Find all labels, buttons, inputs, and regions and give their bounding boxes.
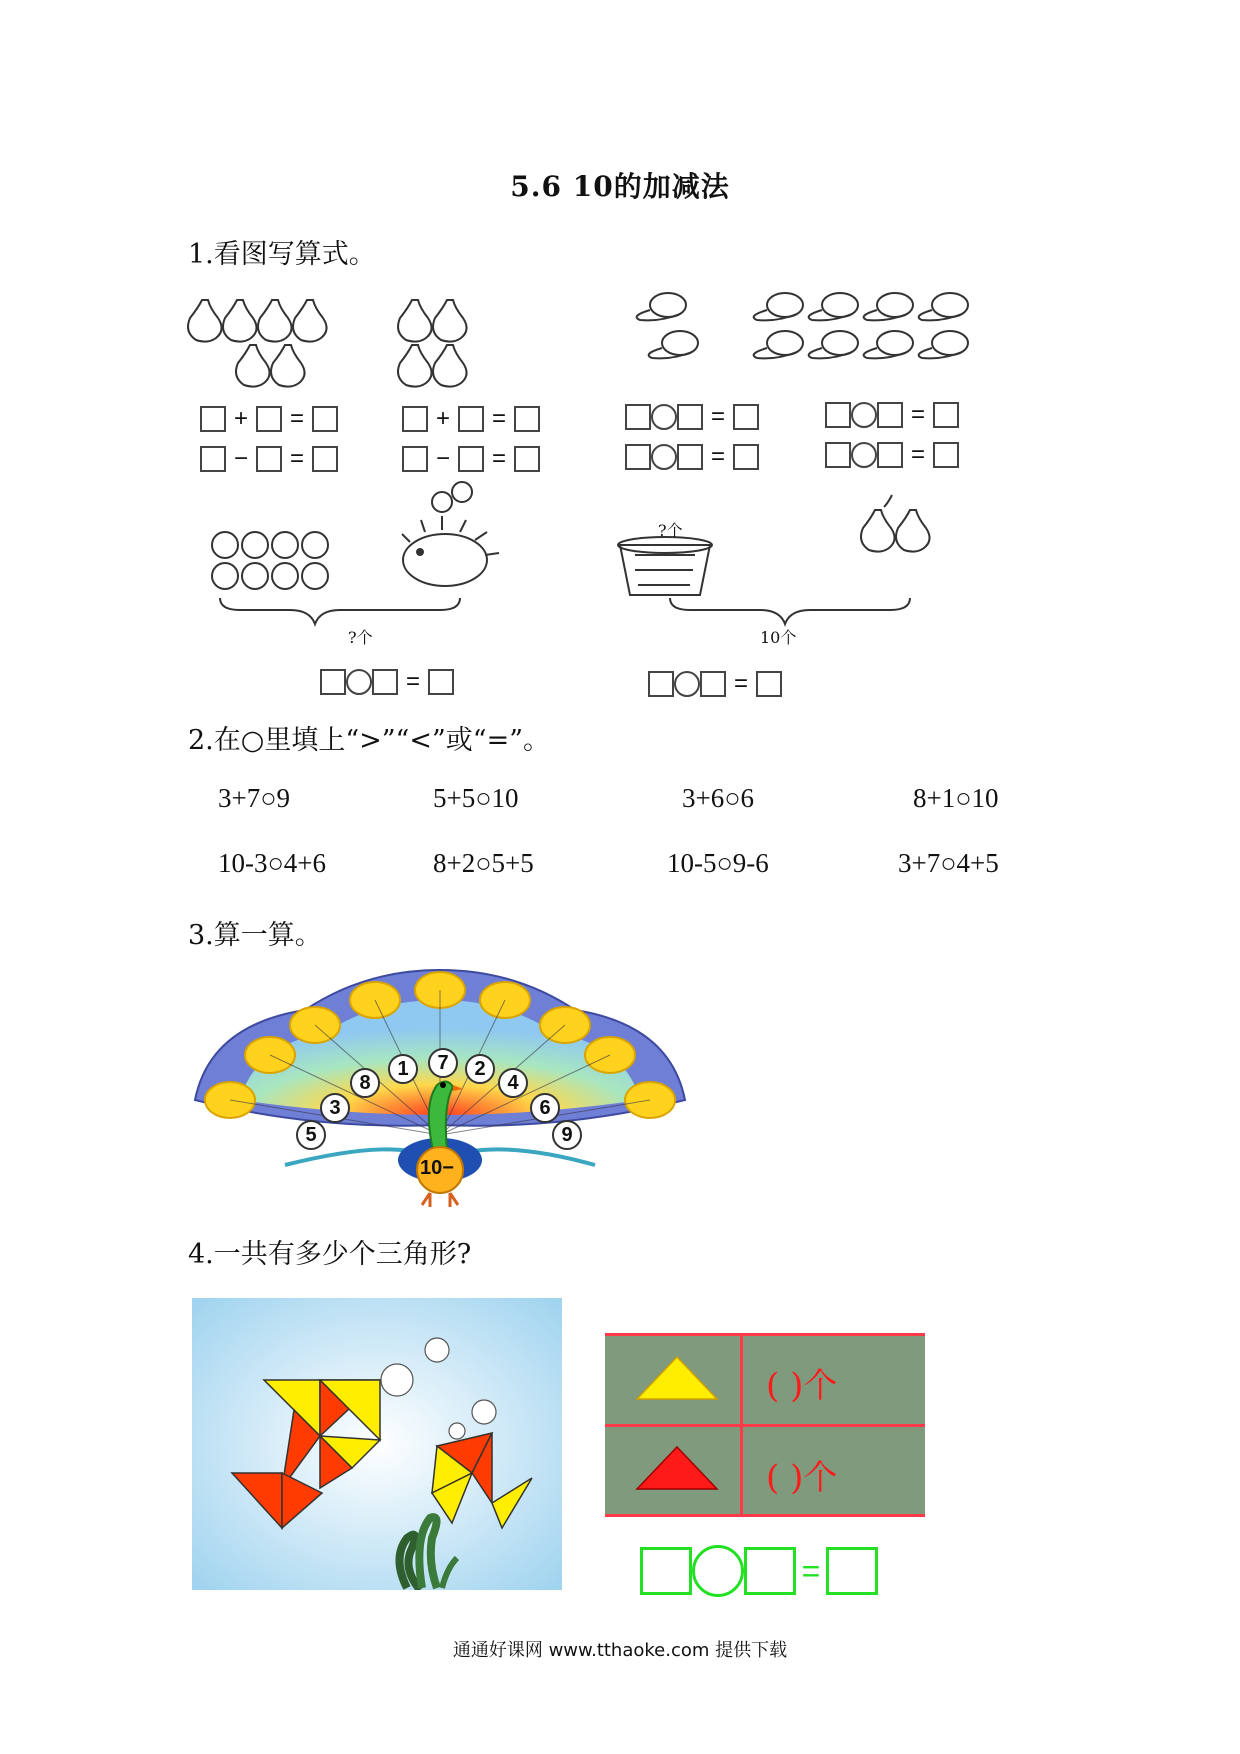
compare-item[interactable]: 8+2○5+5 bbox=[433, 848, 534, 878]
answer-box[interactable] bbox=[320, 669, 346, 695]
equation-hedgehog: = bbox=[320, 665, 454, 696]
answer-box[interactable] bbox=[402, 406, 428, 432]
operator-circle[interactable] bbox=[651, 444, 677, 470]
equation-pears-sub-2: − = bbox=[402, 442, 540, 473]
pear-icon bbox=[188, 300, 327, 387]
peacock-number: 1 bbox=[388, 1054, 418, 1084]
answer-box[interactable] bbox=[428, 669, 454, 695]
footer-credit: 通通好课网 www.tthaoke.com 提供下载 bbox=[452, 1640, 788, 1661]
compare-item[interactable]: 10-3○4+6 bbox=[218, 848, 327, 878]
equation-pears-add-1: + = bbox=[200, 402, 338, 433]
peacock-number: 3 bbox=[320, 1093, 350, 1123]
equation-caps-4: = bbox=[825, 438, 959, 469]
answer-box[interactable] bbox=[625, 444, 651, 470]
operator-circle[interactable] bbox=[346, 669, 372, 695]
operator-circle[interactable] bbox=[651, 404, 677, 430]
answer-box[interactable] bbox=[744, 1547, 796, 1595]
operator-circle[interactable] bbox=[692, 1545, 744, 1597]
answer-box[interactable] bbox=[200, 406, 226, 432]
circle-fruit-icon bbox=[212, 532, 328, 589]
answer-box[interactable] bbox=[677, 444, 703, 470]
total-ten-label: 10个 bbox=[760, 628, 797, 647]
answer-box[interactable] bbox=[826, 1547, 878, 1595]
equation-basket: = bbox=[648, 667, 782, 698]
basket-unknown-label: ?个 bbox=[658, 521, 683, 540]
q3-heading: 3.算一算。 bbox=[188, 920, 322, 951]
fish-tangram-picture bbox=[192, 1298, 562, 1590]
unknown-total-label: ?个 bbox=[348, 628, 373, 647]
answer-box[interactable] bbox=[312, 406, 338, 432]
red-triangle-count[interactable]: ( )个 bbox=[766, 1458, 838, 1498]
yellow-triangle-count[interactable]: ( )个 bbox=[766, 1366, 838, 1406]
brace-left bbox=[220, 598, 460, 624]
compare-item[interactable]: 10-5○9-6 bbox=[667, 848, 769, 878]
answer-box[interactable] bbox=[825, 402, 851, 428]
answer-box[interactable] bbox=[625, 404, 651, 430]
yellow-triangle-icon bbox=[635, 1353, 720, 1403]
pear-icon bbox=[861, 495, 930, 552]
peacock-number: 5 bbox=[296, 1120, 326, 1150]
equation-pears-sub-1: − = bbox=[200, 442, 338, 473]
peacock-number: 9 bbox=[552, 1120, 582, 1150]
answer-box[interactable] bbox=[877, 442, 903, 468]
equation-pears-add-2: + = bbox=[402, 402, 540, 433]
compare-item[interactable]: 3+7○9 bbox=[218, 783, 291, 813]
peacock-number: 2 bbox=[465, 1054, 495, 1084]
compare-item[interactable]: 8+1○10 bbox=[913, 783, 999, 813]
triangle-equation: = bbox=[640, 1545, 878, 1597]
red-triangle-icon bbox=[635, 1443, 720, 1493]
answer-box[interactable] bbox=[514, 406, 540, 432]
pear-icon bbox=[398, 300, 467, 387]
answer-box[interactable] bbox=[458, 446, 484, 472]
answer-box[interactable] bbox=[458, 406, 484, 432]
answer-box[interactable] bbox=[312, 446, 338, 472]
answer-box[interactable] bbox=[648, 671, 674, 697]
answer-box[interactable] bbox=[256, 406, 282, 432]
answer-box[interactable] bbox=[825, 442, 851, 468]
answer-box[interactable] bbox=[200, 446, 226, 472]
answer-box[interactable] bbox=[733, 444, 759, 470]
peacock-number: 8 bbox=[350, 1068, 380, 1098]
answer-box[interactable] bbox=[700, 671, 726, 697]
operator-circle[interactable] bbox=[851, 442, 877, 468]
answer-box[interactable] bbox=[256, 446, 282, 472]
q1-heading: 1.看图写算式。 bbox=[188, 239, 376, 270]
operator-circle[interactable] bbox=[674, 671, 700, 697]
brace-right bbox=[670, 598, 910, 624]
answer-box[interactable] bbox=[933, 442, 959, 468]
answer-box[interactable] bbox=[933, 402, 959, 428]
answer-box[interactable] bbox=[402, 446, 428, 472]
answer-box[interactable] bbox=[640, 1547, 692, 1595]
equation-caps-1: = bbox=[625, 400, 759, 431]
peacock-center-label: 10− bbox=[420, 1157, 454, 1179]
peacock-number: 7 bbox=[428, 1048, 458, 1078]
answer-box[interactable] bbox=[733, 404, 759, 430]
q2-heading: 2.在○里填上“>”“<”或“=”。 bbox=[188, 725, 551, 756]
equation-caps-3: = bbox=[825, 398, 959, 429]
hedgehog-icon bbox=[402, 482, 499, 586]
compare-item[interactable]: 3+7○4+5 bbox=[898, 848, 999, 878]
answer-box[interactable] bbox=[514, 446, 540, 472]
answer-box[interactable] bbox=[877, 402, 903, 428]
peacock-number: 6 bbox=[530, 1093, 560, 1123]
answer-box[interactable] bbox=[756, 671, 782, 697]
equation-caps-2: = bbox=[625, 440, 759, 471]
compare-item[interactable]: 3+6○6 bbox=[682, 783, 755, 813]
page-title: 5.6 10的加减法 bbox=[510, 170, 730, 203]
q4-heading: 4.一共有多少个三角形? bbox=[188, 1239, 472, 1270]
answer-box[interactable] bbox=[677, 404, 703, 430]
compare-item[interactable]: 5+5○10 bbox=[433, 783, 519, 813]
answer-box[interactable] bbox=[372, 669, 398, 695]
peacock-number: 4 bbox=[498, 1068, 528, 1098]
operator-circle[interactable] bbox=[851, 402, 877, 428]
basket-icon bbox=[618, 537, 712, 595]
cap-icon bbox=[637, 293, 968, 358]
